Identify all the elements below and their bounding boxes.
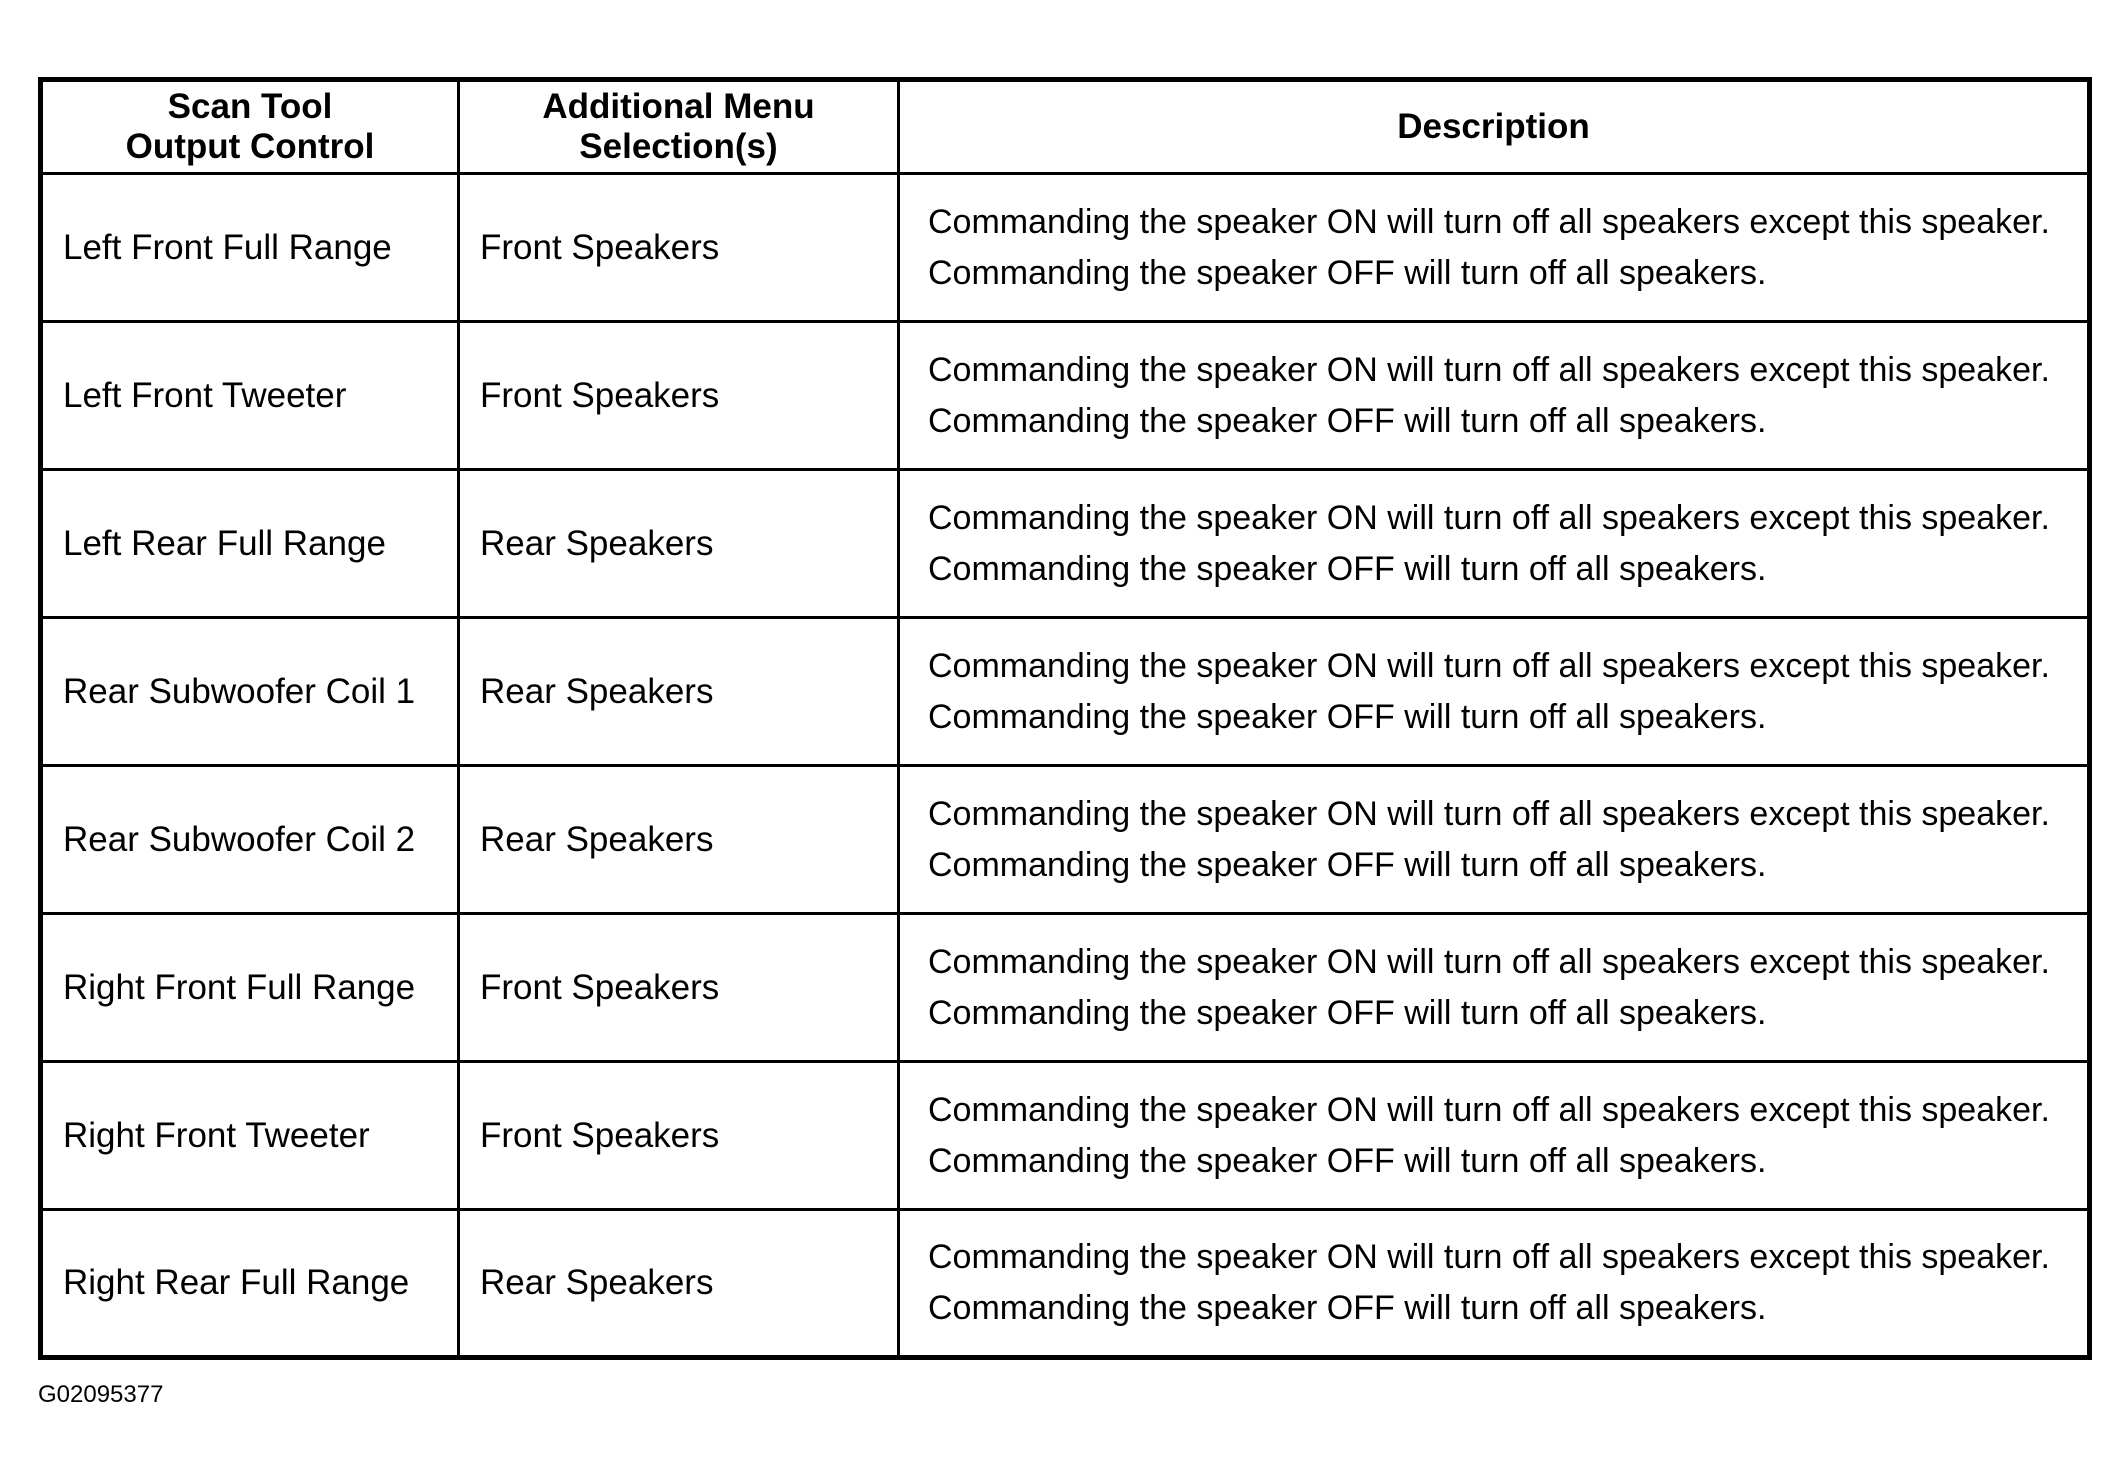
header-additional-menu-selections (459, 80, 899, 174)
menu-selection-cell: Front Speakers (459, 322, 899, 470)
description-off-text: Commanding the speaker OFF will turn off all speakers. (928, 253, 1767, 292)
description-on-text: Commanding the speaker ON will turn off all speakers except this speaker. (928, 942, 2050, 981)
menu-selection-cell: Front Speakers (459, 1062, 899, 1210)
description-cell (899, 618, 2090, 766)
description-on-text: Commanding the speaker ON will turn off all speakers except this speaker. (928, 1238, 2050, 1276)
description-off-text: Commanding the speaker OFF will turn off all speakers. (928, 401, 1767, 440)
description-cell (899, 1062, 2090, 1210)
header-menu-line-2: Selection(s) (579, 127, 778, 166)
description-off-text: Commanding the speaker OFF will turn off all speakers. (928, 697, 1767, 736)
description-on-text: Commanding the speaker ON will turn off all speakers except this speaker. (928, 794, 2050, 833)
menu-selection-cell: Front Speakers (459, 174, 899, 322)
description-cell (899, 1210, 2090, 1358)
description-cell (899, 174, 2090, 322)
table-row (41, 174, 2090, 322)
header-scan-tool-output-control (41, 80, 459, 174)
header-description: Description (899, 80, 2090, 174)
menu-selection-cell: Rear Speakers (459, 1210, 899, 1358)
description-cell (899, 470, 2090, 618)
description-off-text: Commanding the speaker OFF will turn off all speakers. (928, 549, 1767, 588)
figure-id: G02095377 (38, 1381, 164, 1408)
menu-selection-cell: Rear Speakers (459, 470, 899, 618)
output-control-cell: Left Front Tweeter (41, 322, 459, 470)
description-on-text: Commanding the speaker ON will turn off all speakers except this speaker. (928, 646, 2050, 685)
header-row (41, 80, 2090, 174)
table-row (41, 914, 2090, 1062)
menu-selection-cell: Rear Speakers (459, 618, 899, 766)
output-control-cell: Rear Subwoofer Coil 1 (41, 618, 459, 766)
table-row (41, 322, 2090, 470)
header-control-line-1: Scan Tool (167, 87, 333, 126)
description-on-text: Commanding the speaker ON will turn off all speakers except this speaker. (928, 350, 2050, 389)
output-control-cell: Rear Subwoofer Coil 2 (41, 766, 459, 914)
output-control-cell: Right Front Full Range (41, 914, 459, 1062)
description-off-text: Commanding the speaker OFF will turn off all speakers. (928, 1141, 1767, 1180)
menu-selection-cell: Rear Speakers (459, 766, 899, 914)
output-control-cell: Left Rear Full Range (41, 470, 459, 618)
description-on-text: Commanding the speaker ON will turn off all speakers except this speaker. (928, 498, 2050, 537)
table-row (41, 1062, 2090, 1210)
header-menu-line-1: Additional Menu (542, 87, 815, 126)
output-control-cell: Right Front Tweeter (41, 1062, 459, 1210)
speaker-output-control-table (38, 77, 2092, 1360)
description-on-text: Commanding the speaker ON will turn off all speakers except this speaker. (928, 1090, 2050, 1129)
table-row (41, 1210, 2090, 1358)
description-off-text: Commanding the speaker OFF will turn off all speakers. (928, 1289, 1767, 1327)
table-row (41, 470, 2090, 618)
output-control-cell: Right Rear Full Range (41, 1210, 459, 1358)
description-on-text: Commanding the speaker ON will turn off all speakers except this speaker. (928, 202, 2050, 241)
menu-selection-cell: Front Speakers (459, 914, 899, 1062)
description-off-text: Commanding the speaker OFF will turn off all speakers. (928, 993, 1767, 1032)
table-row (41, 618, 2090, 766)
header-control-line-2: Output Control (125, 127, 375, 166)
description-cell (899, 322, 2090, 470)
output-control-cell: Left Front Full Range (41, 174, 459, 322)
description-off-text: Commanding the speaker OFF will turn off all speakers. (928, 845, 1767, 884)
description-cell (899, 766, 2090, 914)
description-cell (899, 914, 2090, 1062)
table-row (41, 766, 2090, 914)
